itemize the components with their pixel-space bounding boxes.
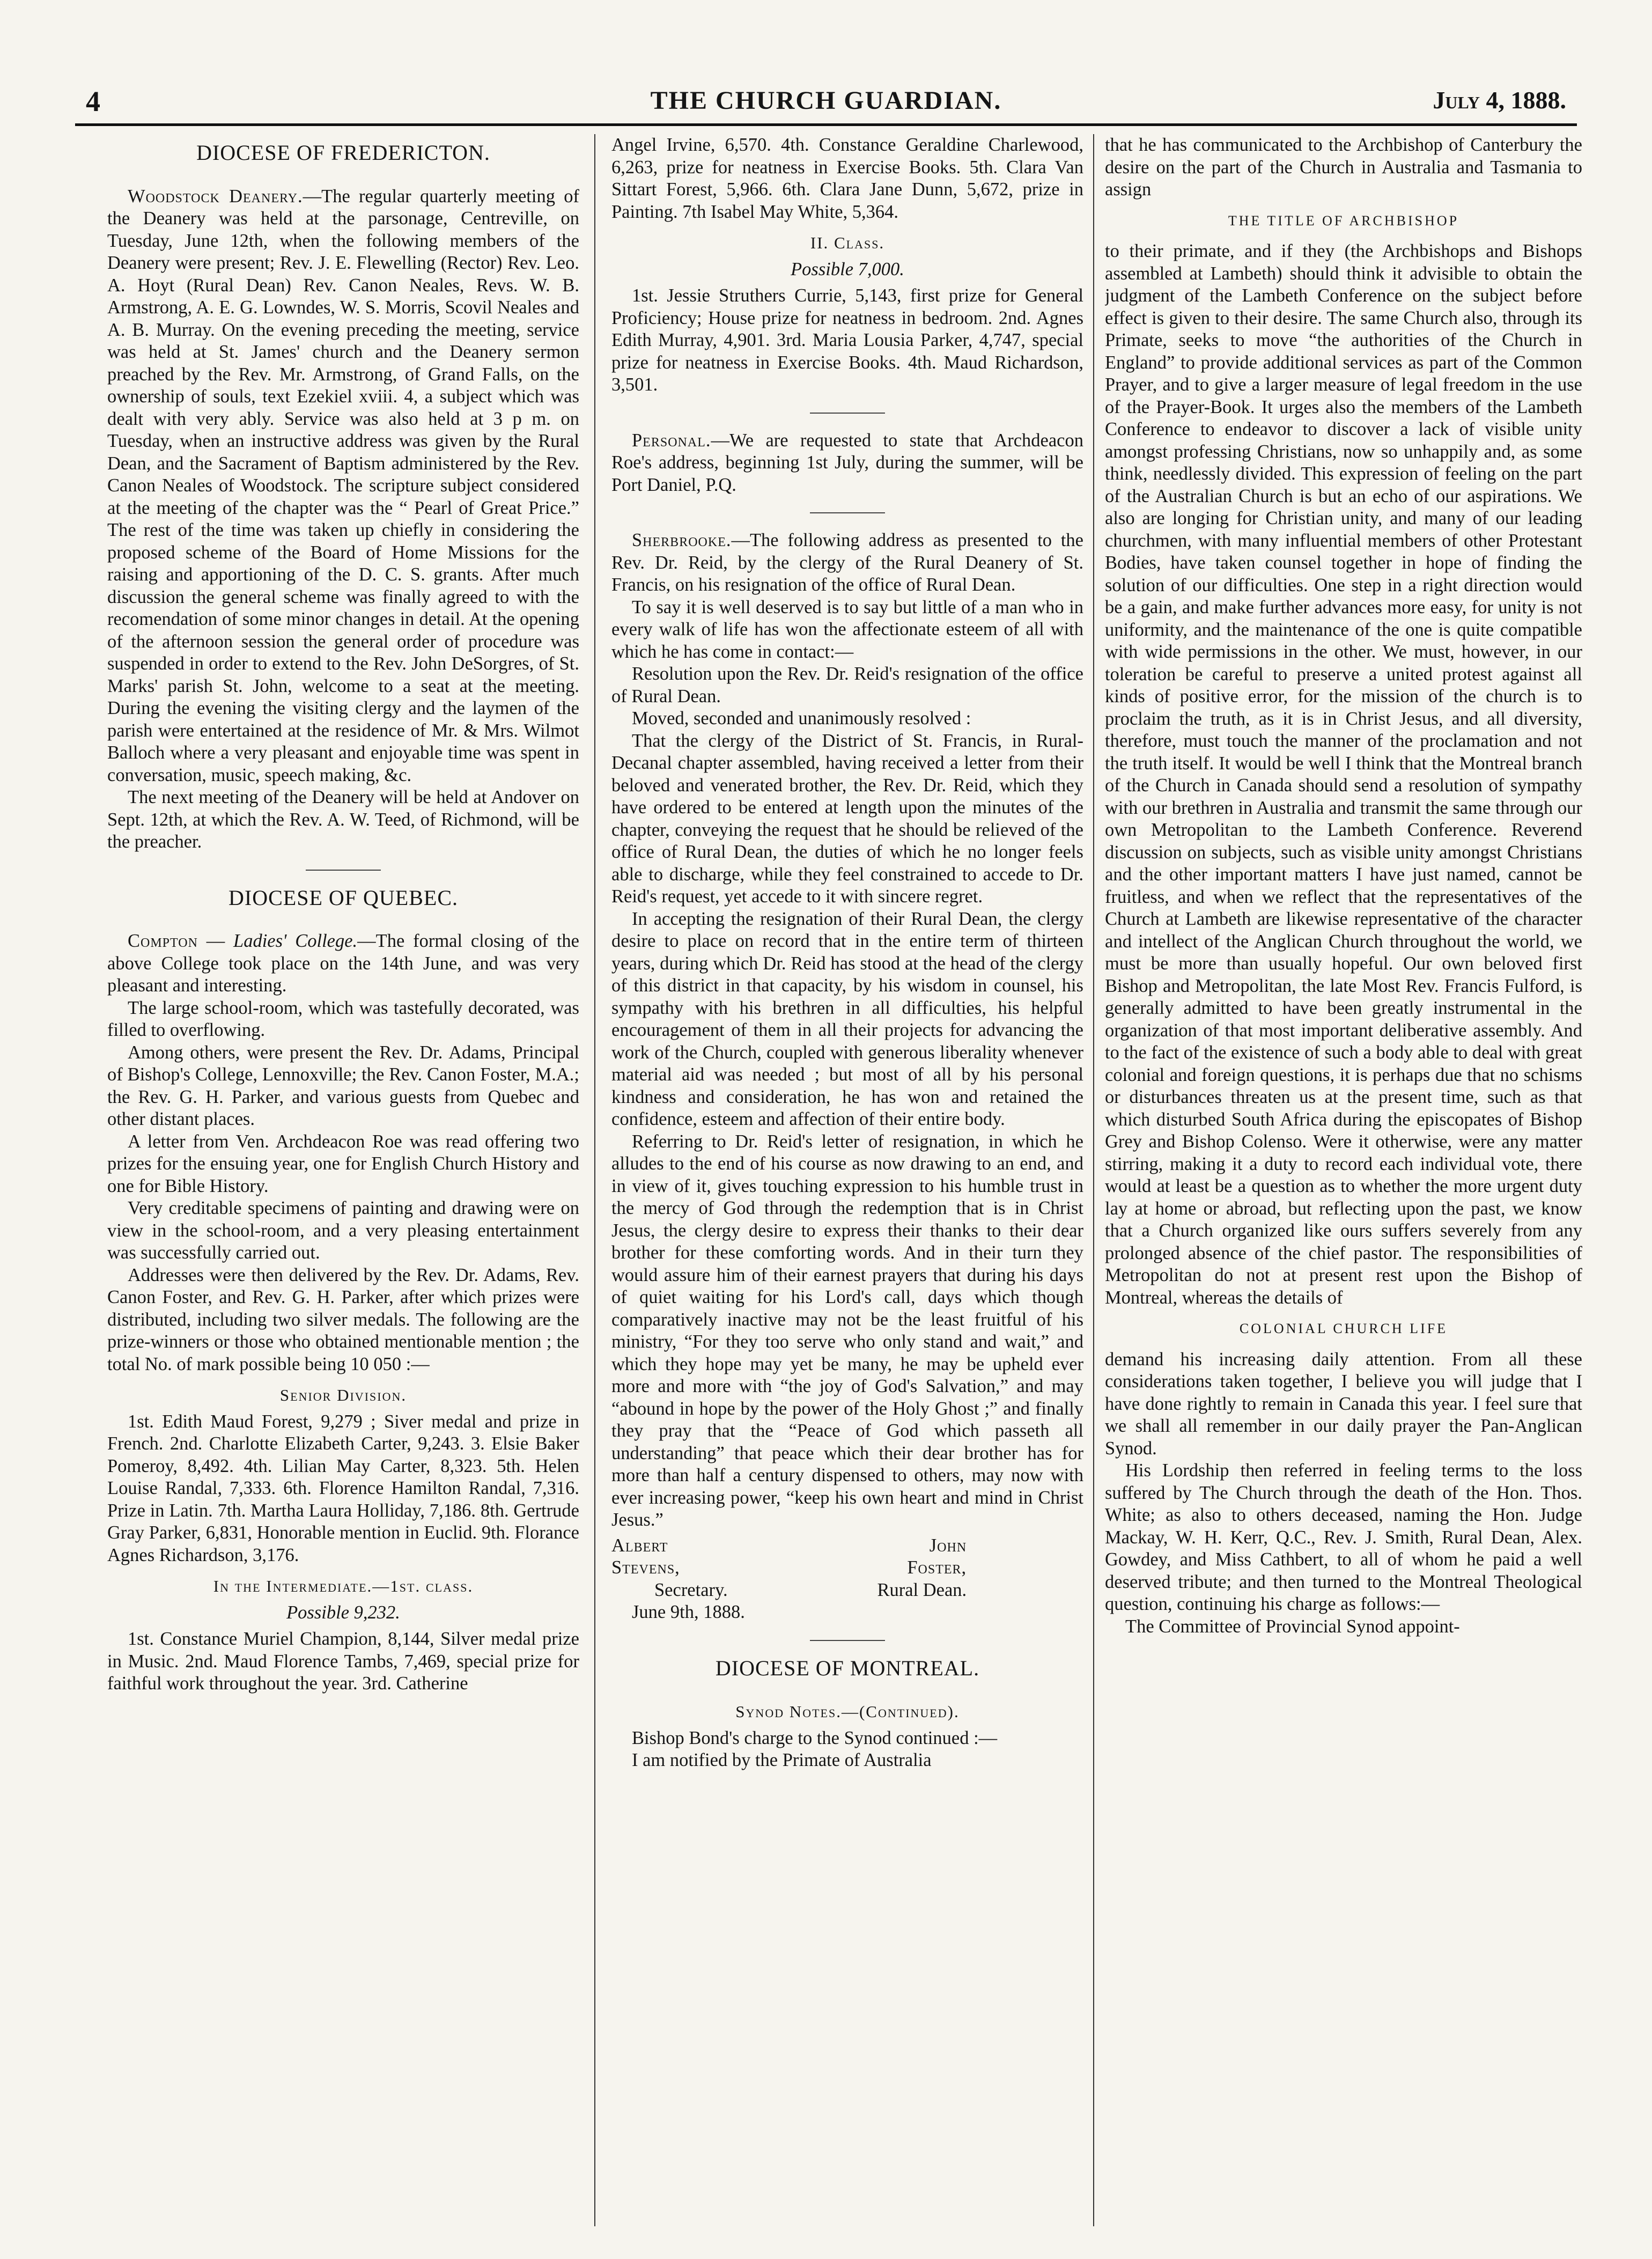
signatory-name: John Foster, — [907, 1535, 967, 1578]
article-paragraph: Sherbrooke.—The following address as presented to the Rev. Dr. Reid, by the clergy of the Rural Deanery of St. Francis, on his resignation of the office of Rural Dean. — [611, 530, 1083, 595]
article-paragraph: Moved, seconded and unanimously resolved : — [632, 708, 971, 729]
inline-caps-heading: THE TITLE OF ARCHBISHOP — [1228, 212, 1459, 229]
signatory-name: Albert Stevens, — [611, 1535, 680, 1578]
prize-list-continued: Angel Irvine, 6,570. 4th. Constance Geraldine Charlewood, 6,263, prize for neatness in Exercise Books. 5th. Clara Van Sittart Forest, 5,966. 6th. Clara Jane Dunn, 5,672, prize in Painting. 7th Isabel May White, 5,364. — [611, 135, 1083, 222]
article-paragraph: The Committee of Provincial Synod appoint- — [1125, 1616, 1460, 1637]
compton-lead: Compton — [128, 931, 198, 951]
signature-block — [611, 1535, 1083, 1602]
prize-list: 1st. Jessie Struthers Currie, 5,143, first prize for General Proficiency; House prize for neatness in bedroom. 2nd. Agnes Edith Murray, 4,901. 3rd. Maria Lousia Parker, 4,747, special prize for neatness in Exercise Books. 4th. Maud Richardson, 3,501. — [611, 285, 1083, 395]
column-rule — [594, 134, 595, 2226]
article-paragraph: To say it is well deserved is to say but little of a man who in every walk of life has won the affectionate esteem of all with which he has come in contact:— — [611, 597, 1083, 662]
senior-division-heading: Senior Division. — [279, 1386, 407, 1404]
signature-date: June 9th, 1888. — [632, 1602, 745, 1622]
column-1 — [107, 134, 579, 2226]
class-2-possible: Possible 7,000. — [791, 259, 904, 279]
page-header — [75, 80, 1577, 126]
woodstock-lead: Woodstock Deanery. — [128, 186, 303, 207]
intermediate-heading: In the Intermediate.—1st. class. — [213, 1577, 474, 1595]
prize-list: 1st. Edith Maud Forest, 9,279 ; Siver medal and prize in French. 2nd. Charlotte Elizabeth Carter, 9,243. 3. Elsie Baker Pomeroy, 8,492. 4th. Lilian May Carter, 8,323. 5th. Helen Louise Randal, 7,333. 6th. Florence Hamilton Randal, 7,316. Prize in Latin. 7th. Martha Laura Holliday, 7,186. 8th. Gertrude Gray Parker, 6,831, Honorable mention in Euclid. 9th. Florance Agnes Richardson, 3,176. — [107, 1411, 579, 1565]
compton-italic: Ladies' College. — [233, 931, 358, 951]
article-paragraph: Resolution upon the Rev. Dr. Reid's resignation of the office of Rural Dean. — [611, 664, 1083, 707]
section-separator — [306, 870, 381, 871]
prize-list: 1st. Constance Muriel Champion, 8,144, Silver medal prize in Music. 2nd. Maud Florence Tambs, 7,469, special prize for faithful work throughout the year. 3rd. Catherine — [107, 1629, 579, 1694]
article-paragraph: to their primate, and if they (the Archbishops and Bishops assembled at Lambeth) should think it advisible to obtain the judgment of the Lambeth Conference on the subject before effect is given to their desire. The same Church also, through its Primate, seeks to move “the authorities of the Church in England” to provide additional services as part of the Common Prayer, and to give a larger measure of legal freedom in the use of the Prayer-Book. It urges also the members of the Lambeth Conference to endeavor to discover a lack of visible unity amongst professing Christians, now so unhappily and, as some think, needlessly divided. This expression of feeling on the part of the Australian Church is but an echo of our aspirations. We also are longing for Christian unity, and many of our leading churchmen, with many influential members of other Protestant Bodies, have taken counsel together in hope of finding the solution of our difficulties. One step in a right direction would be a gain, and make further advances more easy, for unity is not uniformity, and the maintenance of the one is quite compatible with wide permissions in the other. We must, however, in our toleration be careful to preserve a united protest against all kinds of positive error, for the mission of the church is to proclaim the truth, as it is in Christ Jesus, and all diversity, therefore, must touch the manner of the proclamation and not the truth itself. It would be well I think that the Montreal branch of the Church in Canada should send a resolution of sympathy with our brethren in Australia and transmit the same through our own Metropolitan to the Lambeth Conference. Reverend discussion on subjects, such as visible unity amongst Christians and the other important matters I have just named, cannot be fruitless, and when we reflect that the representatives of the Church at Lambeth are likewise representative of the character and intellect of the Anglican Church throughout the world, we must be more than usually hopeful. Our own beloved first Bishop and Metropolitan, the late Most Rev. Francis Fulford, is generally admitted to have been greatly instrumental in the organization of that most important deliberative assembly. And to the fact of the existence of such a body able to deal with great colonial and foreign questions, it is perhaps due that no schisms or disturbances threaten us at the present time, such as that which disturbed South Africa during the episcopates of Bishop Grey and Bishop Colenso. Were it otherwise, were any matter stirring, making it a duty to record each individual vote, there would at least be a question as to whether the more urgent duty lay at home or abroad, but reflecting upon the past, we know that a Church organized like ours suffers severely from any prolonged absence of the chief pastor. The responsibilities of Metropolitan do not at present rest upon the Bishop of Montreal, whereas the details of — [1105, 241, 1582, 1308]
column-rule — [1093, 134, 1094, 2226]
issue-date: July 4, 1888. — [1433, 86, 1566, 114]
diocese-fredericton-heading: DIOCESE OF FREDERICTON. — [196, 141, 490, 165]
article-paragraph: His Lordship then referred in feeling terms to the loss suffered by The Church through the death of the Hon. Thos. White; as also to others deceased, naming the Hon. Judge Mackay, W. H. Kerr, Q.C., Rev. J. Smith, Rural Dean, Alex. Gowdey, and Miss Cathbert, to all of whom he paid a well deserved tribute; and then turned to the Montreal Theological question, continuing his charge as follows:— — [1105, 1460, 1582, 1614]
signatory-role: Rural Dean. — [877, 1579, 967, 1600]
article-paragraph: Very creditable specimens of painting and drawing were on view in the school-room, and a very pleasing entertainment was successfully carried out. — [107, 1198, 579, 1263]
diocese-montreal-heading: DIOCESE OF MONTREAL. — [715, 1655, 980, 1680]
article-paragraph: The next meeting of the Deanery will be held at Andover on Sept. 12th, at which the Rev. A. W. Teed, of Richmond, will be the preacher. — [107, 787, 579, 852]
article-paragraph: I am notified by the Primate of Australia — [632, 1750, 932, 1770]
section-separator — [810, 512, 885, 513]
intermediate-possible: Possible 9,232. — [286, 1602, 400, 1623]
synod-notes-heading: Synod Notes.—(Continued). — [735, 1702, 960, 1721]
article-paragraph: Compton — Ladies' College.—The formal closing of the above College took place on the 14th June, and was very pleasant and interesting. — [107, 931, 579, 996]
page-number: 4 — [86, 85, 100, 117]
article-paragraph: That the clergy of the District of St. Francis, in Rural-Decanal chapter assembled, having received a letter from their beloved and venerated brother, the Rev. Dr. Reid, which they have ordered to be entered at length upon the minutes of the chapter, conveying the request that he should be relieved of the office of Rural Dean, the duties of which he no longer feels able to discharge, while they feel constrained to accede to Dr. Reid's request, yet accede to it with sincere regret. — [611, 730, 1083, 907]
article-paragraph: A letter from Ven. Archdeacon Roe was read offering two prizes for the ensuing year, one for English Church History and one for Bible History. — [107, 1131, 579, 1196]
section-separator — [810, 1640, 885, 1641]
column-3 — [1105, 134, 1582, 2226]
class-2-heading: II. Class. — [810, 233, 885, 252]
article-paragraph: Referring to Dr. Reid's letter of resignation, in which he alludes to the end of his course as now drawing to an end, and in view of it, gives touching expression to his humble trust in the mercy of God through the redemption that is in Christ Jesus, the clergy desire to express their thanks to their dear brother for these comforting words. And in their turn they would assure him of their earnest prayers that during his days of quiet waiting for his Lord's call, days which though comparatively inactive may not be the least fruitful of his ministry, “For they too serve who only stand and wait,” and which they hope may yet be many, he may be upheld ever more and more with “the joy of God's Salvation,” and may “abound in hope by the power of the Holy Ghost ;” and finally they pray that the “Peace of God which passeth all understanding” that peace which their dear brother has for more than half a century dispensed to others, may now with ever increasing power, “keep his own heart and mind in Christ Jesus.” — [611, 1131, 1083, 1530]
section-separator — [810, 413, 885, 414]
article-paragraph: Bishop Bond's charge to the Synod continued :— — [632, 1727, 998, 1748]
personal-lead: Personal. — [632, 430, 711, 451]
article-paragraph: demand his increasing daily attention. From all these considerations taken together, I believe you will judge that I have done rightly to remain in Canada this year. I feel sure that we shall all remember in our daily prayer the Pan-Anglican Synod. — [1105, 1349, 1582, 1459]
diocese-quebec-heading: DIOCESE OF QUEBEC. — [228, 885, 459, 910]
article-paragraph: that he has communicated to the Archbishop of Canterbury the desire on the part of the Church in Australia and Tasmania to assign — [1105, 135, 1582, 200]
article-paragraph: Among others, were present the Rev. Dr. Adams, Principal of Bishop's College, Lennoxville; the Rev. Canon Foster, M.A.; the Rev. G. H. Parker, and various guests from Quebec and other distant places. — [107, 1042, 579, 1129]
article-paragraph: Addresses were then delivered by the Rev. Dr. Adams, Rev. Canon Foster, and Rev. G. H. Parker, after which prizes were distributed, including two silver medals. The following are the prize-winners or those who obtained mentionable mention ; the total No. of mark possible being 10 050 :— — [107, 1264, 579, 1374]
column-2 — [611, 134, 1083, 2226]
signatory-role: Secretary. — [654, 1579, 728, 1600]
article-paragraph: Personal.—We are requested to state that Archdeacon Roe's address, beginning 1st July, during the summer, will be Port Daniel, P.Q. — [611, 430, 1083, 495]
article-paragraph: In accepting the resignation of their Rural Dean, the clergy desire to place on record that in the entire term of thirteen years, during which Dr. Reid has stood at the head of the clergy of this district in that capacity, by his wisdom in counsel, his sympathy with his brethren in all difficulties, his helpful encouragement of them in all their projects for advancing the work of the Church, coupled with generous liberality whenever material aid was needed ; but most of all by his personal kindness and consideration, he has won and retained the confidence, esteem and affection of their entire body. — [611, 908, 1083, 1129]
article-paragraph: Woodstock Deanery.—The regular quarterly meeting of the Deanery was held at the parsonage, Centreville, on Tuesday, June 12th, when the following members of the Deanery were present; Rev. J. E. Flewelling (Rector) Rev. Leo. A. Hoyt (Rural Dean) Rev. Canon Neales, Revs. W. B. Armstrong, A. E. G. Lowndes, W. S. Morris, Scovil Neales and A. B. Murray. On the evening preceding the meeting, service was held at St. James' church and the Deanery sermon preached by the Rev. Mr. Armstrong, of Grand Falls, on the ownership of souls, text Ezekiel xviii. 4, a subject which was dealt with very ably. Service was also held at 3 p m. on Tuesday, when an instructive address was given by the Rural Dean, and the Sacrament of Baptism administered by the Rev. Canon Neales of Woodstock. The scripture subject considered at the meeting of the chapter was the “ Pearl of Great Price.” The rest of the time was taken up chiefly in considering the proposed scheme of the Board of Home Missions for the raising and apportioning of the D. C. S. grants. After much discussion the general scheme was finally agreed to with the recomendation of some minor changes in detail. At the opening of the afternoon session the general order of procedure was suspended in order to extend to the Rev. John DeSorgres, of St. Marks' parish St. John, welcome to a seat at the meeting. During the evening the visiting clergy and the laymen of the parish were entertained at the residence of Mr. & Mrs. Wilmot Balloch where a very pleasant and enjoyable time was spent in conversation, music, speech making, &c. — [107, 186, 579, 785]
article-paragraph: The large school-room, which was tastefully decorated, was filled to overflowing. — [107, 997, 579, 1040]
sherbrooke-lead: Sherbrooke. — [632, 530, 732, 550]
inline-caps-heading: COLONIAL CHURCH LIFE — [1239, 1321, 1448, 1336]
masthead-title: THE CHURCH GUARDIAN. — [650, 86, 1002, 115]
